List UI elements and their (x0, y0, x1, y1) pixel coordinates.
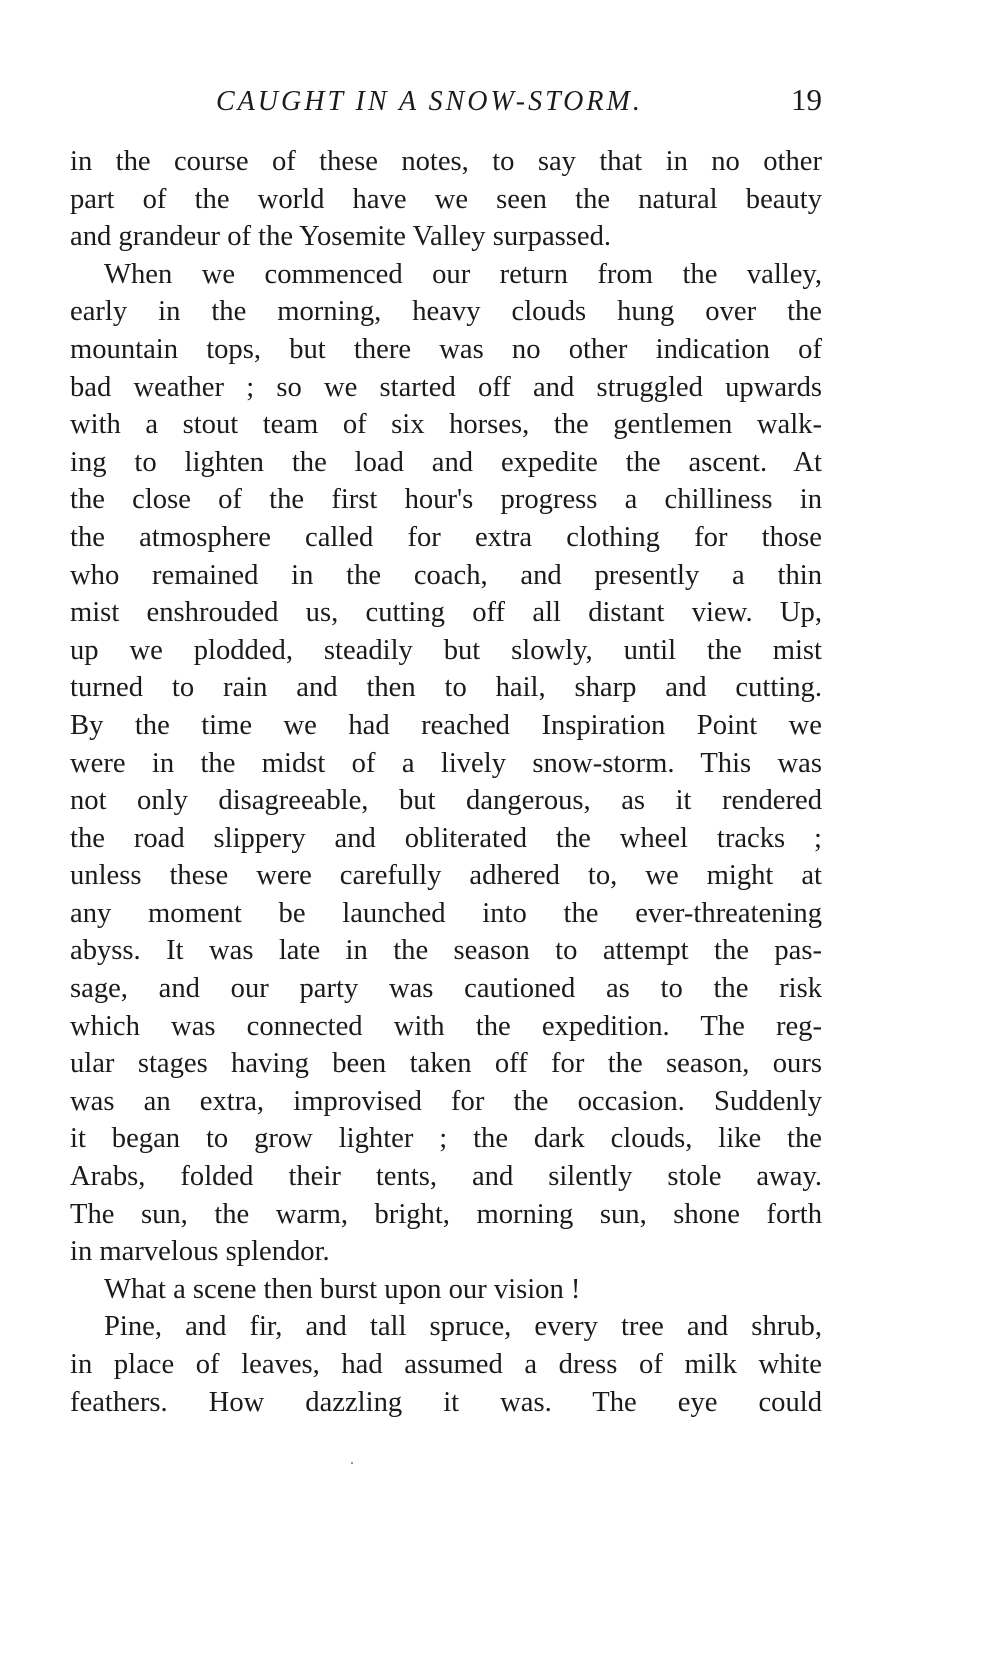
text-line: ing to lighten the load and expedite the ascent. At (70, 446, 822, 478)
text-line: in marvelous splendor. (70, 1236, 330, 1268)
paragraph (70, 1308, 822, 1421)
print-speck (351, 1462, 353, 1464)
text-line: By the time we had reached Inspiration Point we (70, 709, 822, 741)
text-line: unless these were carefully adhered to, we might at (70, 860, 822, 892)
text-line: early in the morning, heavy clouds hung over the (70, 296, 822, 328)
text-line: Arabs, folded their tents, and silently stole away. (70, 1161, 822, 1193)
text-line: any moment be launched into the ever-threatening (70, 897, 822, 929)
paragraph (70, 143, 822, 256)
paragraph (70, 256, 822, 1271)
text-line: with a stout team of six horses, the gentlemen walk- (70, 409, 822, 441)
text-line: ular stages having been taken off for the season, ours (70, 1048, 822, 1080)
text-line: part of the world have we seen the natural beauty (70, 183, 822, 215)
running-title: CAUGHT IN A SNOW-STORM. (216, 86, 643, 117)
text-line: not only disagreeable, but dangerous, as it rendered (70, 785, 822, 817)
page-number: 19 (791, 82, 822, 117)
text-line: feathers. How dazzling it was. The eye could (70, 1386, 822, 1418)
text-line: What a scene then burst upon our vision ! (104, 1273, 581, 1305)
text-line: the atmosphere called for extra clothing for those (70, 521, 822, 553)
text-line: in the course of these notes, to say that in no other (70, 146, 822, 177)
text-line: abyss. It was late in the season to attempt the pas- (70, 935, 822, 967)
text-line: mist enshrouded us, cutting off all distant view. Up, (70, 597, 822, 629)
text-line: who remained in the coach, and presently a thin (70, 559, 822, 591)
text-line: up we plodded, steadily but slowly, until the mist (70, 634, 822, 666)
text-line: were in the midst of a lively snow-storm. This was (70, 747, 822, 779)
body-text (70, 143, 822, 1421)
text-line: in place of leaves, had assumed a dress of milk white (70, 1349, 822, 1380)
text-line: the road slippery and obliterated the wheel tracks ; (70, 822, 822, 854)
text-line: it began to grow lighter ; the dark clouds, like the (70, 1123, 822, 1155)
text-line: mountain tops, but there was no other indication of (70, 333, 822, 365)
text-line: turned to rain and then to hail, sharp and cutting. (70, 672, 822, 704)
text-line: the close of the first hour's progress a chilliness in (70, 484, 822, 516)
text-line: and grandeur of the Yosemite Valley surpassed. (70, 221, 612, 253)
text-line: was an extra, improvised for the occasion. Suddenly (70, 1085, 822, 1117)
text-line: sage, and our party was cautioned as to the risk (70, 973, 822, 1005)
running-head (70, 84, 822, 124)
text-line: The sun, the warm, bright, morning sun, shone forth (70, 1198, 822, 1230)
text-line: When we commenced our return from the valley, (104, 258, 822, 290)
text-line: which was connected with the expedition. The reg- (70, 1010, 822, 1042)
text-line: bad weather ; so we started off and struggled upwards (70, 371, 822, 403)
paragraph (70, 1271, 822, 1309)
text-line: Pine, and fir, and tall spruce, every tree and shrub, (104, 1311, 822, 1343)
